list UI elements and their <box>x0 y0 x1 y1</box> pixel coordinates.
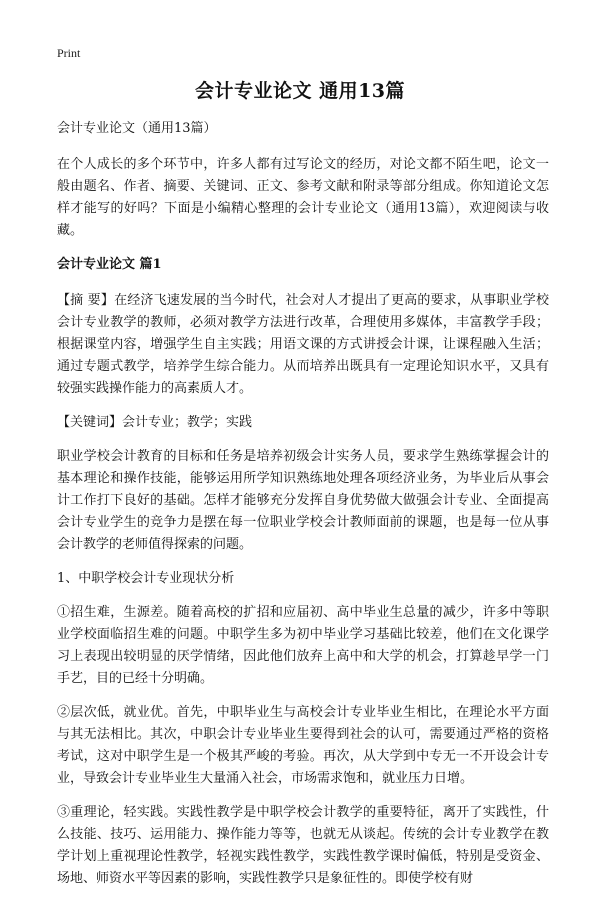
abstract-text: 在经济飞速发展的当今时代，社会对人才提出了更高的要求，从事职业学校会计专业教学的教师，必须对教学方法进行改革，合理使用多媒体，丰富教学手段；根据课堂内容，增强学生自主实践；用语文课的方式讲授会计课，让课程融入生活；通过专题式教学，培养学生综合能力。从而培养出既具有一定理论知识水平，又具有较强实践操作能力的高素质人才。 <box>57 293 549 396</box>
page-title: 会计专业论文 通用13篇 <box>194 80 406 102</box>
intro-paragraph: 在个人成长的多个环节中，许多人都有过写论文的经历，对论文都不陌生吧，论文一般由题名、作者、摘要、关键词、正文、参考文献和附录等部分组成。你知道论文怎样才能写的好吗？下面是小编精心整理的会计专业论文（通用13篇），欢迎阅读与收藏。 <box>57 157 549 238</box>
section-heading: 会计专业论文 篇1 <box>57 257 162 272</box>
keywords-text: 会计专业；教学；实践 <box>122 415 253 430</box>
article-body <box>57 118 549 902</box>
point-paragraph-3: ③重理论，轻实践。实践性教学是中职学校会计教学的重要特征，离开了实践性，什么技能、技巧、运用能力、操作能力等等，也就无从谈起。传统的会计专业教学在教学计划上重视理论性教学，轻视实践性教学，实践性教学课时偏低，特别是受资金、场地、师资水平等因素的影响，实践性教学只是象征性的。即使学校有财 <box>57 805 549 886</box>
point-paragraph-2: ②层次低，就业优。首先，中职毕业生与高校会计专业毕业生相比，在理论水平方面与其无法相比。其次，中职会计专业毕业生要得到社会的认可，需要通过严格的资格考试，这对中职学生是一个极其严峻的考验。再次，从大学到中专无一不开设会计专业，导致会计专业毕业生大量涌入社会，市场需求饱和，就业压力日增。 <box>57 705 549 786</box>
abstract-label: 【摘 要】 <box>57 293 115 308</box>
keywords-paragraph <box>57 412 549 434</box>
print-link[interactable]: Print <box>57 46 81 60</box>
list-heading: 1、中职学校会计专业现状分析 <box>57 571 235 586</box>
point-paragraph-1: ①招生难，生源差。随着高校的扩招和应届初、高中毕业生总量的减少，许多中等职业学校面临招生难的问题。中职学生多为初中毕业学习基础比较差，他们在文化课学习上表现出较明显的厌学情绪，因此他们放弃上高中和大学的机会，打算趁早学一门手艺，目的已经十分明确。 <box>57 605 549 686</box>
article-subtitle: 会计专业论文（通用13篇） <box>57 121 217 136</box>
keywords-label: 【关键词】 <box>57 415 123 430</box>
body-paragraph: 职业学校会计教育的目标和任务是培养初级会计实务人员，要求学生熟练掌握会计的基本理论和操作技能，能够运用所学知识熟练地处理各项经济业务，为毕业后从事会计工作打下良好的基础。怎样才能够充分发挥自身优势做大做强会计专业、全面提高会计专业学生的竞争力是摆在每一位职业学校会计教师面前的课题，也是每一位从事会计教学的老师值得探索的问题。 <box>57 449 549 552</box>
abstract-paragraph <box>57 290 549 400</box>
